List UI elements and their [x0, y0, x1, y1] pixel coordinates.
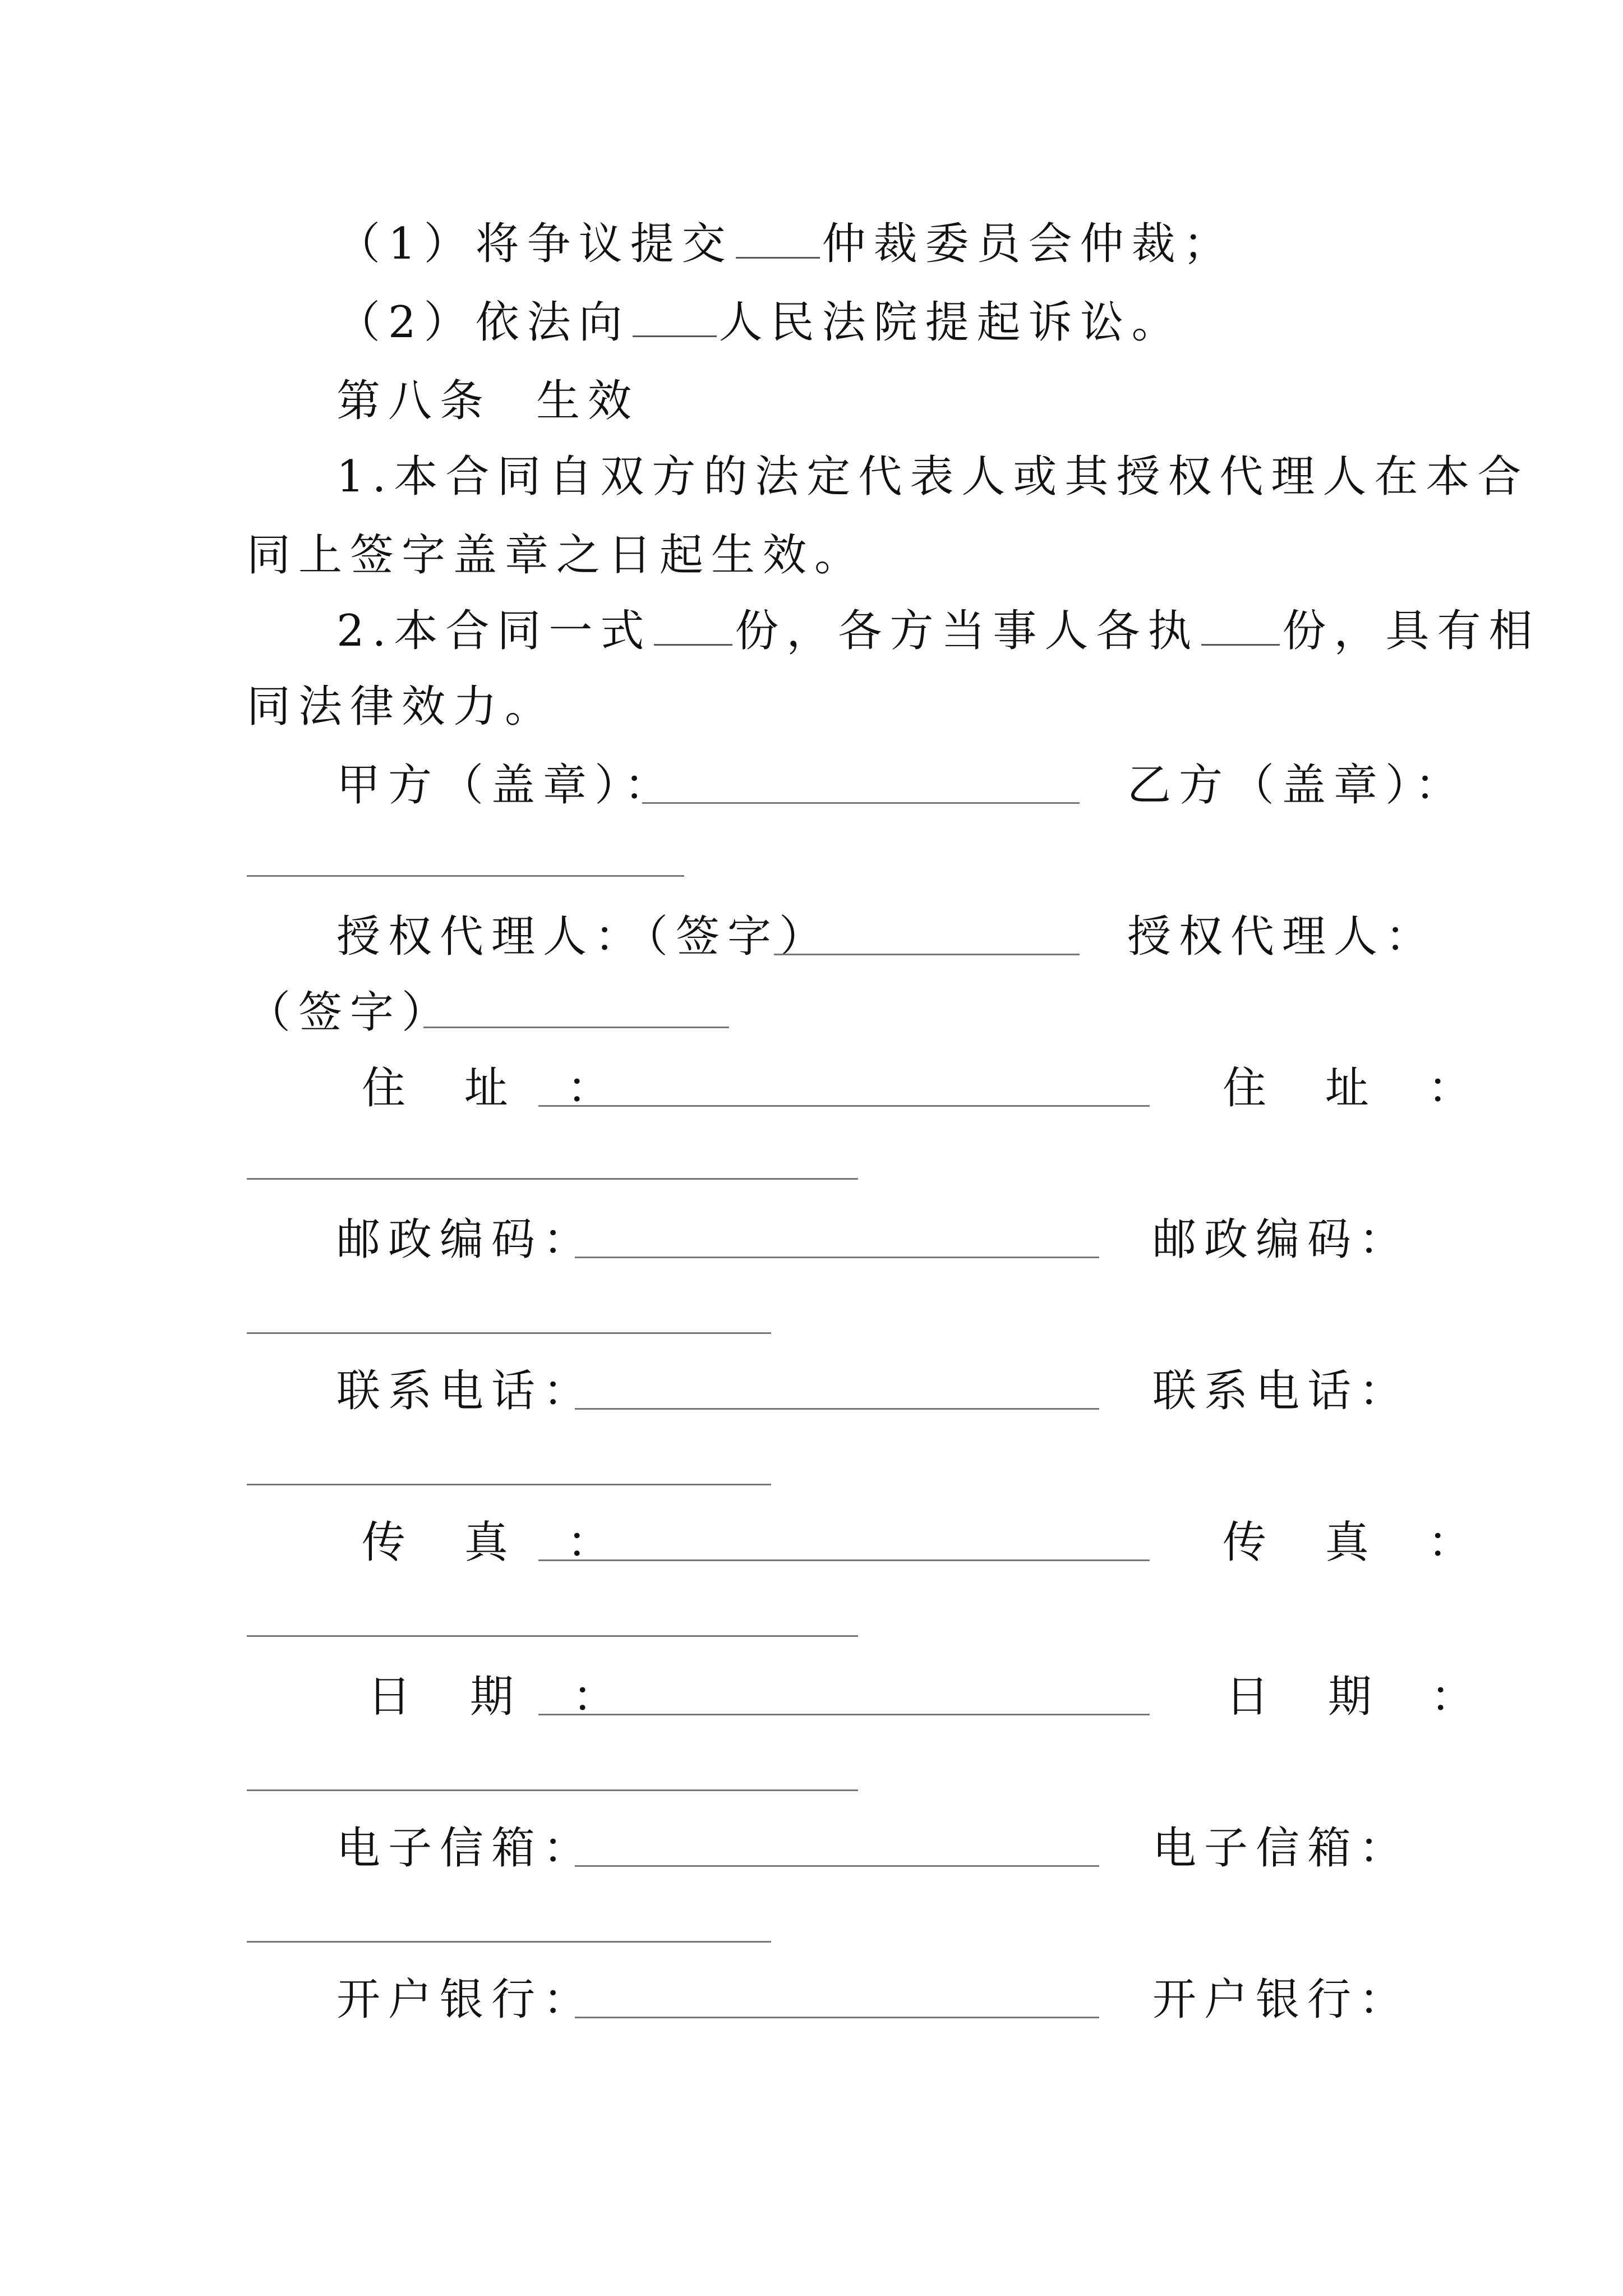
dispute-option-1-prefix: （1）将争议提交: [336, 219, 734, 269]
party-a-agent-label: 授权代理人：（签字）: [336, 912, 831, 962]
party-a-date-label: 日 期 ：: [367, 1672, 639, 1722]
party-b-postcode-line[interactable]: [247, 1332, 771, 1334]
party-b-email-label: 电子信箱：: [1152, 1823, 1411, 1874]
dispute-option-2: [336, 295, 1183, 351]
article-8-title: 生效: [536, 376, 640, 426]
party-b-seal-label: 乙方（盖章）：: [1127, 760, 1467, 811]
party-a-phone-line[interactable]: [575, 1408, 1099, 1410]
dispute-option-2-prefix: （2）依法向: [336, 297, 630, 348]
party-a-address-label: 住 址 ：: [362, 1063, 633, 1114]
party-a-seal-line[interactable]: [642, 802, 1080, 804]
copies-total-blank[interactable]: [654, 609, 732, 646]
dispute-option-2-suffix: 人民法院提起诉讼。: [718, 297, 1183, 348]
party-a-email-line[interactable]: [575, 1865, 1099, 1867]
arbitration-commission-blank[interactable]: [736, 222, 820, 259]
party-a-seal-label: 甲方（盖章）：: [336, 760, 676, 811]
party-a-address-line[interactable]: [538, 1105, 1150, 1107]
party-a-phone-label: 联系电话：: [336, 1366, 595, 1416]
party-b-email-line[interactable]: [247, 1941, 771, 1943]
dispute-option-1: [336, 216, 1235, 272]
clause-1-line-2: 同上签字盖章之日起生效。: [247, 530, 866, 581]
party-b-fax-label: 传 真 ：: [1223, 1517, 1494, 1568]
party-b-postcode-label: 邮政编码：: [1152, 1214, 1411, 1265]
dispute-option-1-suffix: 仲裁委员会仲裁；: [822, 219, 1235, 269]
party-a-date-line[interactable]: [538, 1714, 1150, 1715]
party-a-email-label: 电子信箱：: [336, 1823, 595, 1874]
party-b-agent-sign-label: （签字）: [247, 987, 454, 1038]
party-b-address-line[interactable]: [247, 1178, 858, 1180]
clause-2-part-c: 份，具有相: [1282, 606, 1541, 656]
party-a-fax-line[interactable]: [538, 1559, 1150, 1561]
party-b-date-line[interactable]: [247, 1789, 858, 1791]
party-b-agent-line[interactable]: [423, 1027, 729, 1028]
party-a-postcode-label: 邮政编码：: [336, 1214, 595, 1265]
party-b-seal-line[interactable]: [247, 875, 684, 877]
party-a-bank-line[interactable]: [575, 2017, 1099, 2018]
party-a-fax-label: 传 真 ：: [362, 1517, 633, 1568]
party-b-bank-label: 开户银行：: [1152, 1975, 1411, 2025]
clause-2-part-a: 2.本合同一式: [336, 606, 652, 656]
party-b-phone-line[interactable]: [247, 1484, 771, 1485]
article-8-number: 第八条: [336, 376, 492, 426]
party-b-agent-label: 授权代理人：: [1127, 912, 1437, 962]
clause-1-line-1: 1.本合同自双方的法定代表人或其授权代理人在本合: [336, 452, 1529, 502]
party-b-fax-line[interactable]: [247, 1635, 858, 1637]
party-b-date-label: 日 期 ：: [1225, 1672, 1497, 1722]
party-b-phone-label: 联系电话：: [1152, 1366, 1411, 1416]
clause-2-part-b: 份，各方当事人各执: [735, 606, 1200, 656]
clause-2-line-1: [336, 603, 1540, 659]
copies-each-blank[interactable]: [1201, 609, 1280, 646]
party-a-postcode-line[interactable]: [575, 1257, 1099, 1258]
party-b-address-label: 住 址 ：: [1223, 1063, 1494, 1114]
court-blank[interactable]: [633, 301, 717, 337]
party-a-agent-line[interactable]: [774, 954, 1080, 955]
party-a-bank-label: 开户银行：: [336, 1975, 595, 2025]
article-8-heading: [336, 373, 639, 429]
clause-2-line-2: 同法律效力。: [247, 682, 557, 732]
